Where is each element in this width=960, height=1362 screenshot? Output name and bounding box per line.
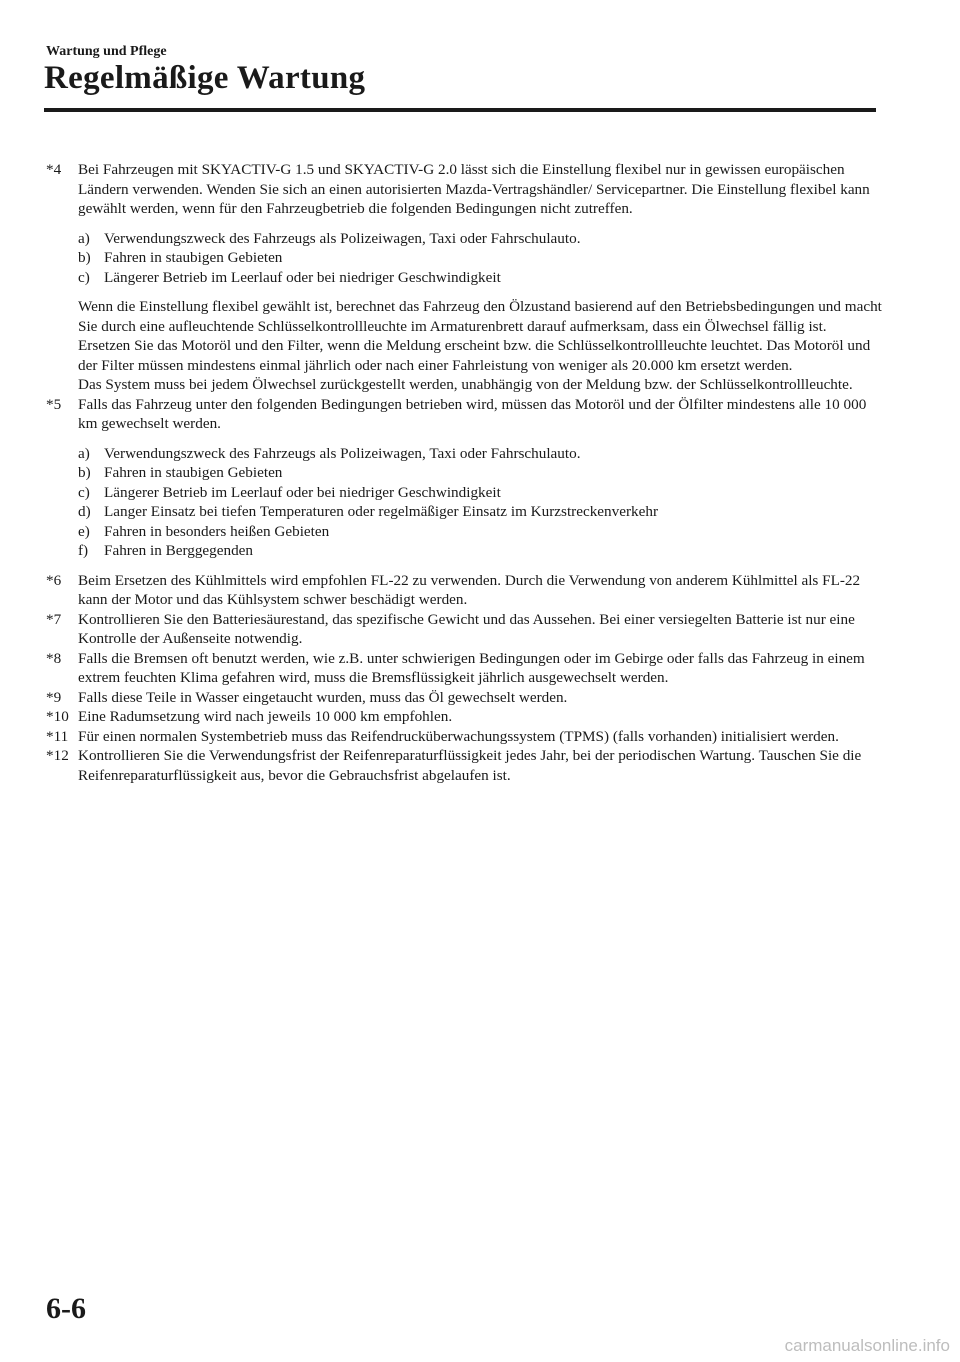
note-10	[46, 707, 886, 727]
list-item	[78, 541, 886, 561]
note-marker: *5	[46, 395, 62, 413]
note-marker: *10	[46, 708, 69, 725]
list-item	[78, 522, 886, 542]
list-item	[78, 229, 886, 249]
note-marker: *12	[46, 747, 69, 764]
note-12	[46, 746, 886, 785]
note-text: Falls die Bremsen oft benutzt werden, wie z.B. unter schwierigen Bedingungen oder im Gebirge oder falls das Fahrzeug in einem extrem feuchten Klima gefahren wird, muss die Bremsflüssigkeit jährlich ausgewechselt werden.	[78, 649, 865, 686]
list-text: Fahren in staubigen Gebieten	[104, 464, 283, 481]
list-text: Verwendungszweck des Fahrzeugs als Polizeiwagen, Taxi oder Fahrschulauto.	[104, 444, 581, 462]
note-9	[46, 688, 886, 708]
list-text: Längerer Betrieb im Leerlauf oder bei niedriger Geschwindigkeit	[104, 483, 501, 501]
notes-content	[46, 160, 886, 785]
note-text: Kontrollieren Sie die Verwendungsfrist der Reifenreparaturflüssigkeit jedes Jahr, bei der periodischen Wartung. Tauschen Sie die Reifenreparaturflüssigkeit aus, bevor die Gebrauchsfrist abgelaufen ist.	[78, 747, 862, 784]
note-marker: *7	[46, 610, 62, 628]
note-8	[46, 649, 886, 688]
note-text: Kontrollieren Sie den Batteriesäurestand, das spezifische Gewicht und das Aussehen. Bei einer versiegelten Batterie ist nur eine Kontrolle der Außenseite notwendig.	[78, 610, 855, 647]
section-label: Wartung und Pflege	[46, 44, 167, 59]
note-text: Beim Ersetzen des Kühlmittels wird empfohlen FL-22 zu verwenden. Durch die Verwendung von anderem Kühlmittel als FL-22 kann der Motor und das Kühlsystem schwer beschädigt werden.	[78, 571, 861, 608]
note-text: Für einen normalen Systembetrieb muss das Reifendrucküberwachungssystem (TPMS) (falls vorhanden) initialisiert werden.	[78, 727, 839, 745]
page-title: Regelmäßige Wartung	[44, 60, 366, 96]
list-text: Fahren in staubigen Gebieten	[104, 249, 283, 266]
list-item	[78, 444, 886, 464]
note-body	[78, 160, 886, 395]
note-text: Eine Radumsetzung wird nach jeweils 10 000 km empfohlen.	[78, 708, 453, 725]
note-text: Bei Fahrzeugen mit SKYACTIV-G 1.5 und SKYACTIV-G 2.0 lässt sich die Einstellung flexibel nur in gewissen europäischen Ländern verwenden. Wenden Sie sich an einen autorisierten Mazda-Vertragshändler/ Servicepartner. Die Einstellung flexibel kann gewählt werden, wenn für den Fahrzeugbetrieb die folgenden Bedingungen nicht zutreffen.	[78, 161, 870, 217]
note-marker: *9	[46, 688, 62, 706]
note-marker: *11	[46, 727, 69, 745]
note-5	[46, 395, 886, 571]
list-item	[78, 268, 886, 288]
list-letter: f)	[78, 542, 89, 559]
list-item	[78, 483, 886, 503]
list-text: Verwendungszweck des Fahrzeugs als Polizeiwagen, Taxi oder Fahrschulauto.	[104, 229, 581, 247]
note-text: Wenn die Einstellung flexibel gewählt ist, berechnet das Fahrzeug den Ölzustand basierend auf den Betriebsbedingungen und macht Sie durch eine aufleuchtende Schlüsselkontrollleuchte im Armaturenbrett darauf aufmerksam, dass ein Ölwechsel fällig ist.	[78, 298, 882, 335]
list-item	[78, 463, 886, 483]
note-text: Das System muss bei jedem Ölwechsel zurückgestellt werden, unabhängig von der Meldung bzw. der Schlüsselkontrollleuchte.	[78, 376, 853, 393]
note-body	[78, 395, 886, 571]
condition-list	[78, 229, 886, 288]
list-letter: d)	[78, 503, 91, 520]
list-letter: c)	[78, 268, 90, 286]
list-letter: e)	[78, 522, 90, 540]
list-text: Langer Einsatz bei tiefen Temperaturen oder regelmäßiger Einsatz im Kurzstreckenverkehr	[104, 503, 659, 520]
watermark: carmanualsonline.info	[784, 1336, 950, 1355]
list-text: Fahren in Berggegenden	[104, 542, 254, 559]
note-4	[46, 160, 886, 395]
title-rule	[44, 108, 876, 112]
note-marker: *8	[46, 649, 62, 667]
note-text: Falls diese Teile in Wasser eingetaucht wurden, muss das Öl gewechselt werden.	[78, 688, 568, 706]
list-item	[78, 248, 886, 268]
list-text: Längerer Betrieb im Leerlauf oder bei niedriger Geschwindigkeit	[104, 268, 501, 286]
note-11	[46, 727, 886, 747]
list-text: Fahren in besonders heißen Gebieten	[104, 522, 330, 540]
note-6	[46, 571, 886, 610]
list-letter: a)	[78, 229, 90, 247]
note-text: Falls das Fahrzeug unter den folgenden Bedingungen betrieben wird, müssen das Motoröl und der Ölfilter mindestens alle 10 000 km gewechselt werden.	[78, 395, 867, 432]
note-marker: *4	[46, 161, 62, 178]
note-text: Ersetzen Sie das Motoröl und den Filter, wenn die Meldung erscheint bzw. die Schlüsselkontrollleuchte leuchtet. Das Motoröl und der Filter müssen mindestens einmal jährlich oder nach einer Fahrleistung von weniger als 20.000 km ersetzt werden.	[78, 337, 871, 374]
list-item	[78, 502, 886, 522]
list-letter: a)	[78, 444, 90, 462]
condition-list	[78, 444, 886, 561]
page-number: 6-6	[46, 1292, 86, 1325]
list-letter: b)	[78, 249, 91, 266]
note-7	[46, 610, 886, 649]
note-marker: *6	[46, 571, 62, 589]
list-letter: b)	[78, 464, 91, 481]
list-letter: c)	[78, 483, 90, 501]
